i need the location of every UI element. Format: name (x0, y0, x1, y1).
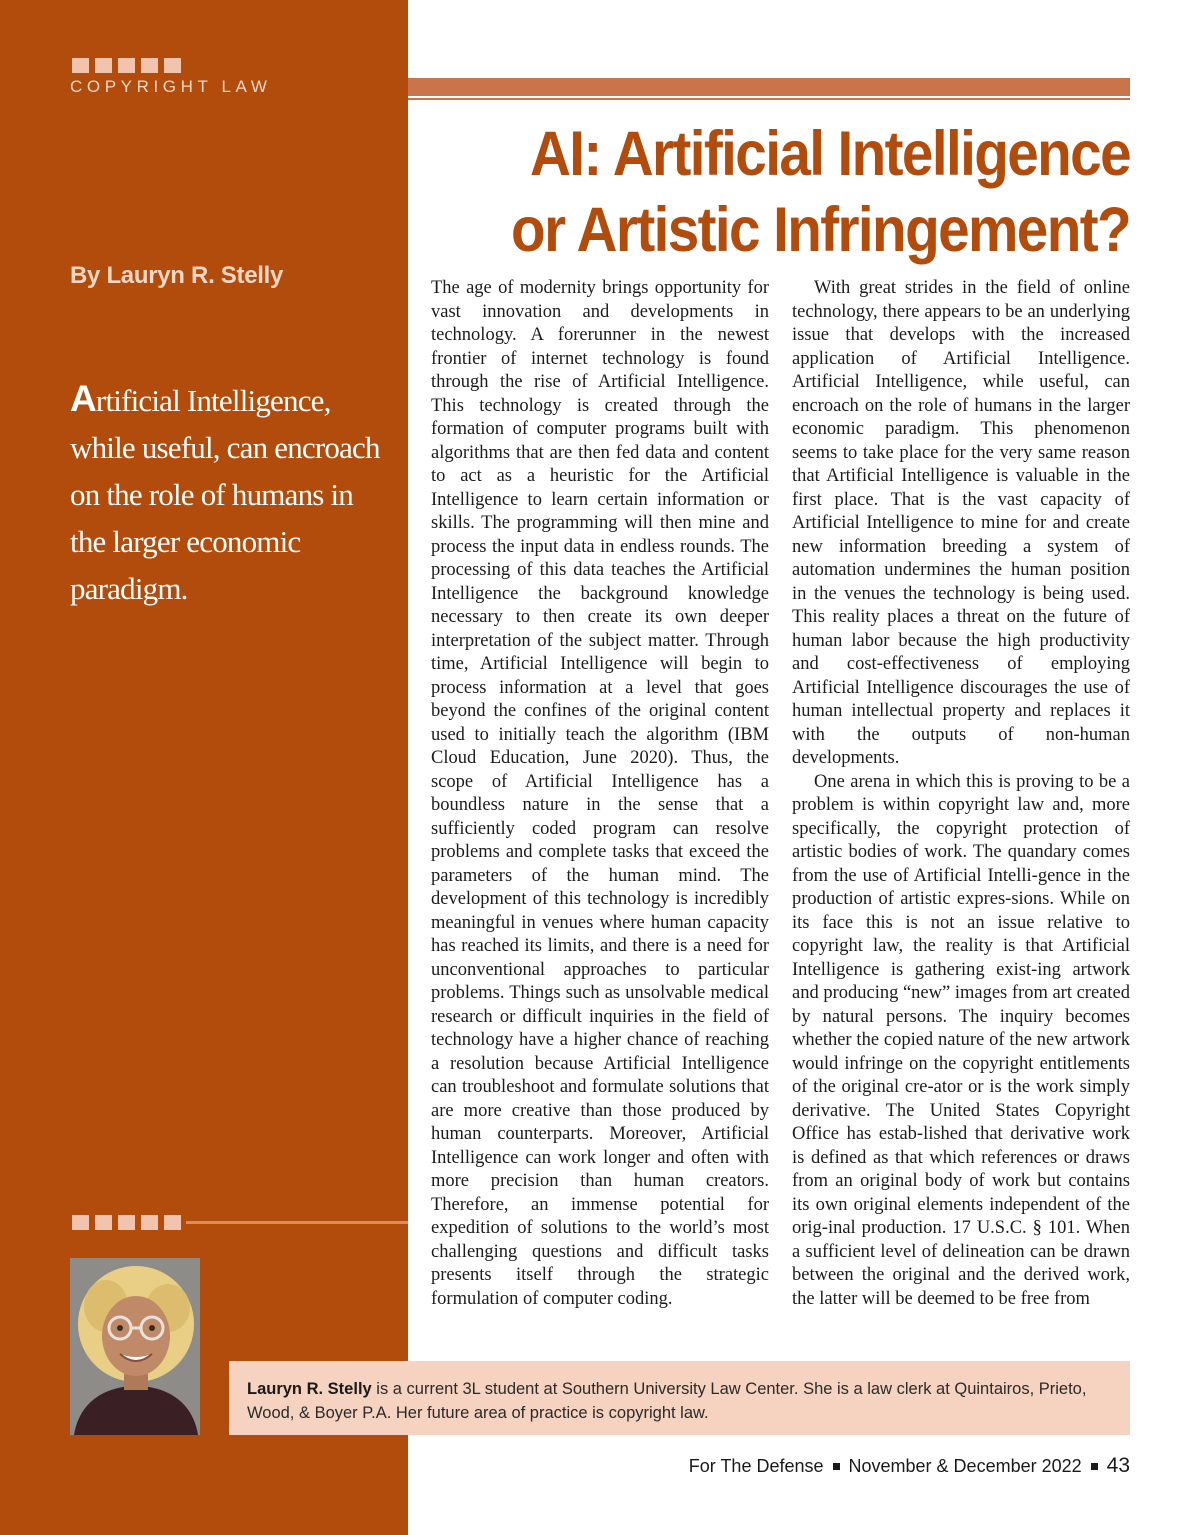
body-paragraph: With great strides in the field of online technology, there appears to be an underlying issue that develops with the increased application of Artificial Intelligence. Artificial Intelligence, while useful, can encroach on the role of humans in the larger economic paradigm. This phenomenon seems to take place for the very same reason that Artificial Intelligence is valuable in the first place. That is the vast capacity of Artificial Intelligence to mine for and create new information breeding a system of automation undermines the human position in the venues the technology is being used. This reality places a threat on the future of human labor because the high productivity and cost-effectiveness of employing Artificial Intelligence discourages the use of human intellectual property and replaces it with the outputs of non-human developments. (792, 278, 1130, 768)
body-column-1 (431, 277, 769, 1311)
footer-bullet-icon (833, 1463, 840, 1470)
section-rule-bar (408, 78, 1130, 96)
body-paragraph: The age of modernity brings opportunity for vast innovation and developments in technology. A forerunner in the newest frontier of internet technology is found through the rise of Artificial Intelligence. This technology is created through the formation of computer programs built with algorithms that are then fed data and content to act as a heuristic for the Artificial Intelligence to learn certain information or skills. The programming will then mine and process the input data in endless rounds. The processing of this data teaches the Artificial Intelligence the background knowledge necessary to then create its own deeper interpretation of the subject matter. Through time, Artificial Intelligence will begin to process information at a level that goes beyond the confines of the original content used to initially teach the algorithm (IBM Cloud Education, June 2020). Thus, the scope of Artificial Intelligence has a boundless nature in the sense that a sufficiently coded program can resolve problems and complete tasks that exceed the parameters of the human mind. The development of this technology is incredibly meaningful in venues where human capacity has reached its limits, and there is a need for unconventional approaches to particular problems. Things such as unsolvable medical research or difficult inquiries in the field of technology have a higher chance of reaching a resolution because Artificial Intelligence can troubleshoot and formulate solutions that are more creative than those produced by human counterparts. Moreover, Artificial Intelligence can work longer and often with more precision than human creators. Therefore, an immense potential for expedition of solutions to the world’s most challenging questions and difficult tasks presents itself through the strategic formulation of computer coding. (431, 278, 769, 1309)
title-line-1: AI: Artificial Intelligence (529, 119, 1130, 189)
author-portrait-image (70, 1258, 200, 1435)
decorative-squares-mid (72, 1215, 181, 1230)
body-column-2 (792, 277, 1130, 1311)
footer-publication: For The Defense (688, 1455, 824, 1476)
sidebar (0, 0, 408, 1535)
body-paragraph: One arena in which this is proving to be a problem is within copyright law and, more specifically, the copyright protection of artistic bodies of work. The quandary comes from the use of Artificial Intelli-gence in the production of artistic expres-sions. While on its face this is not an issue relative to copyright law, the reality is that Artificial Intelligence is gathering exist-ing artwork and producing “new” images from art created by natural persons. The inquiry becomes whether the copied nature of the new artwork would infringe on the copyright entitlements of the original cre-ator or is the work simply derivative. The United States Copyright Office has estab-lished that derivative work is defined as that which references or draws from an original body of work but contains its own original elements independent of the orig-inal production. 17 U.S.C. § 101. When a sufficient level of delineation can be drawn between the original and the derived work, the latter will be deemed to be free from (792, 771, 1130, 1309)
page-footer (689, 1454, 1130, 1478)
decorative-rule (186, 1221, 408, 1224)
pull-quote-text: rtificial Intelligence, while useful, can encroach on the role of humans in the larger economic paradigm. (70, 383, 380, 606)
page-number: 43 (1106, 1454, 1130, 1477)
pull-quote (70, 375, 390, 612)
title-line-2: or Artistic Infringement? (511, 195, 1131, 265)
byline: By Lauryn R. Stelly (70, 262, 284, 289)
footer-issue: November & December 2022 (848, 1455, 1082, 1476)
section-rule-line (408, 98, 1130, 100)
author-bio (229, 1361, 1130, 1435)
article-title (491, 116, 1130, 268)
bio-text: is a current 3L student at Southern University Law Center. She is a law clerk at Quintairos, Prieto, Wood, & Boyer P.A. Her future area of practice is copyright law. (247, 1380, 1087, 1422)
decorative-squares-top (72, 58, 181, 73)
footer-bullet-icon (1091, 1463, 1098, 1470)
pull-quote-drop-cap: A (70, 378, 96, 419)
section-label: COPYRIGHT LAW (70, 77, 272, 96)
author-photo (70, 1258, 200, 1435)
bio-author-name: Lauryn R. Stelly (247, 1380, 372, 1398)
